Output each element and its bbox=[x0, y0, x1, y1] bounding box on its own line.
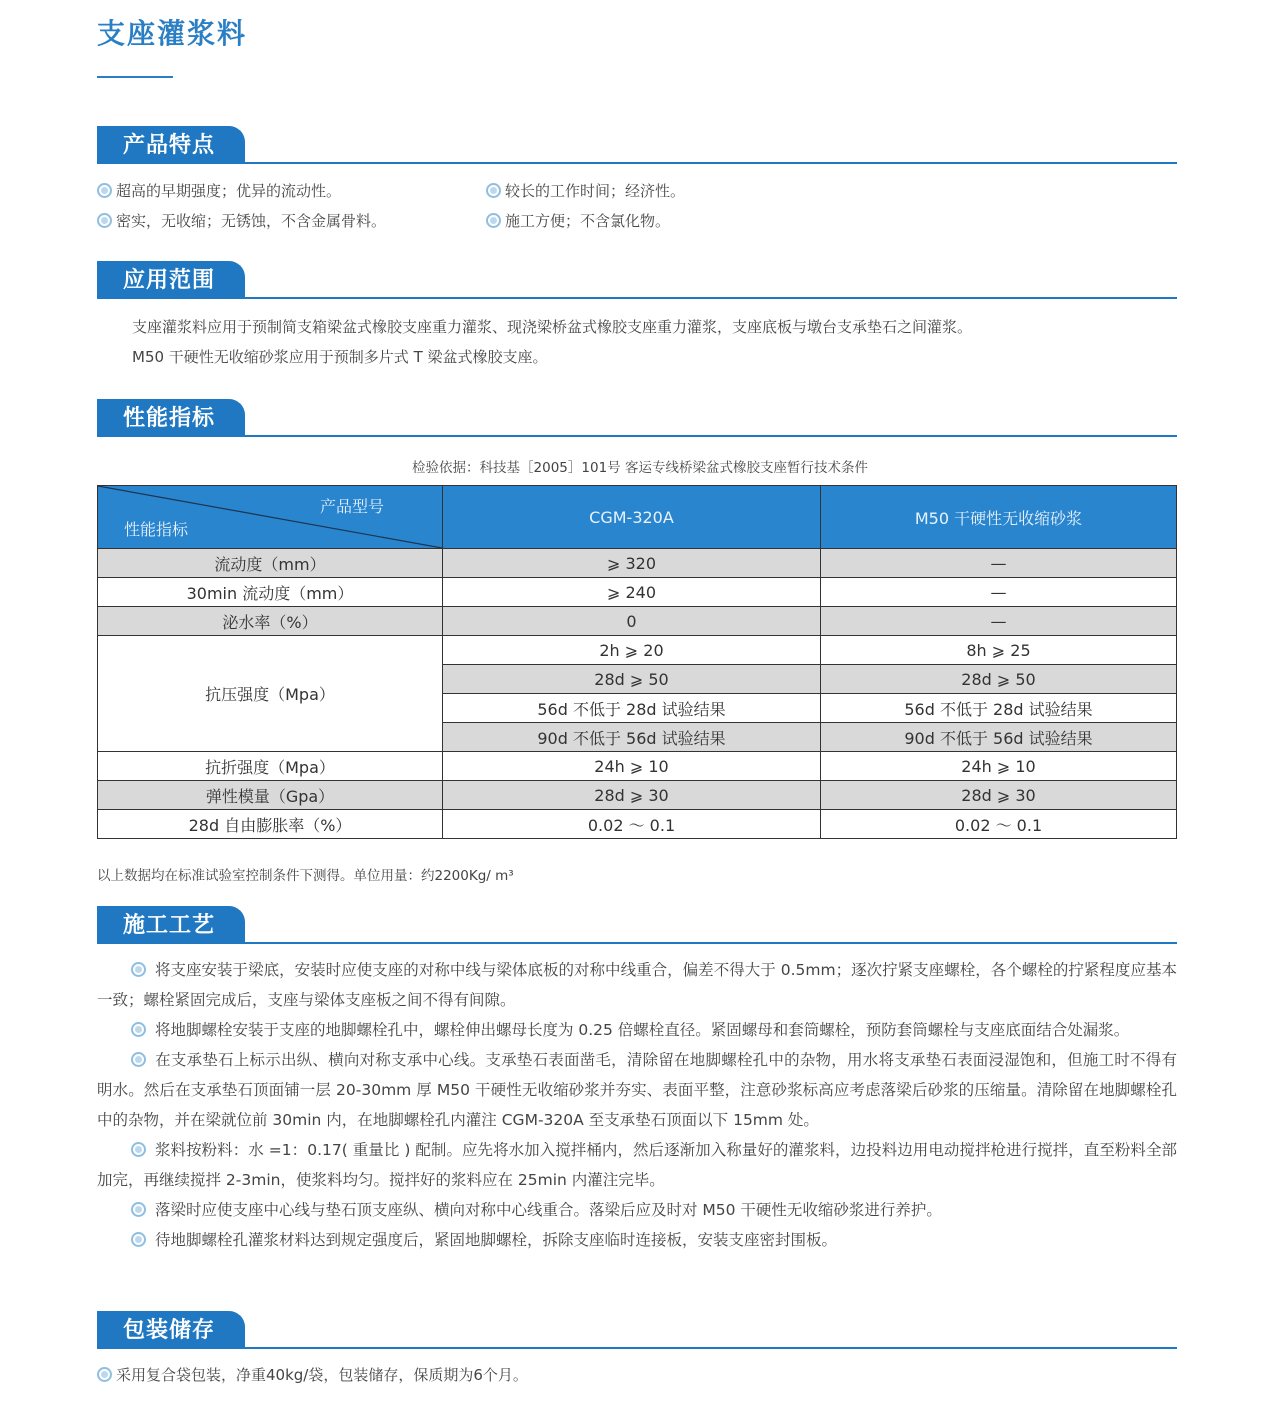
table-row bbox=[98, 781, 1177, 810]
feature-item bbox=[97, 180, 341, 201]
section-header-scope bbox=[97, 261, 1177, 301]
cell: 0.02 ～ 0.1 bbox=[821, 810, 1177, 839]
section-header-performance bbox=[97, 399, 1177, 439]
row-label: 弹性模量（Gpa） bbox=[98, 781, 443, 810]
table-row bbox=[98, 810, 1177, 839]
divider bbox=[97, 297, 1177, 299]
cell: — bbox=[821, 549, 1177, 578]
title-underline bbox=[97, 76, 173, 78]
table-row bbox=[98, 578, 1177, 607]
step-text: 将支座安装于梁底，安装时应使支座的对称中线与梁体底板的对称中线重合，偏差不得大于 0.5mm；逐次拧紧支座螺栓，各个螺栓的拧紧程度应基本一致；螺栓紧固完成后，支座与梁体支座板之间不得有间隙。 bbox=[97, 961, 1177, 1009]
bullet-icon bbox=[131, 962, 146, 977]
step-text: 在支承垫石上标示出纵、横向对称支承中心线。支承垫石表面凿毛，清除留在地脚螺栓孔中的杂物，用水将支承垫石表面浸湿饱和，但施工时不得有明水。然后在支承垫石顶面铺一层 20-30mm 厚 M50 干硬性无收缩砂浆并夯实、表面平整，注意砂浆标高应考虑落梁后砂浆的压缩量。清除留在地脚螺栓孔中的杂物，并在梁就位前 30min 内，在地脚螺栓孔内灌注 CGM-320A 至支承垫石顶面以下 15mm 处。 bbox=[97, 1051, 1177, 1129]
corner-bottom-label: 性能指标 bbox=[124, 520, 189, 539]
bullet-icon bbox=[131, 1232, 146, 1247]
cell: — bbox=[821, 607, 1177, 636]
cell: 56d 不低于 28d 试验结果 bbox=[443, 694, 821, 723]
row-label: 泌水率（%） bbox=[98, 607, 443, 636]
table-note: 以上数据均在标准试验室控制条件下测得。单位用量：约2200Kg/ m³ bbox=[97, 868, 514, 884]
feature-item bbox=[486, 180, 685, 201]
bullet-icon bbox=[97, 213, 112, 228]
performance-table bbox=[97, 485, 1177, 839]
packaging-text: 采用复合袋包装，净重40kg/袋，包装储存，保质期为6个月。 bbox=[116, 1366, 528, 1384]
scope-line: M50 干硬性无收缩砂浆应用于预制多片式 T 梁盆式橡胶支座。 bbox=[132, 348, 548, 366]
section-title: 应用范围 bbox=[97, 261, 245, 299]
cell: 28d ⩾ 50 bbox=[443, 665, 821, 694]
cell: 28d ⩾ 30 bbox=[443, 781, 821, 810]
row-label: 抗折强度（Mpa） bbox=[98, 752, 443, 781]
cell: 24h ⩾ 10 bbox=[443, 752, 821, 781]
cell: 24h ⩾ 10 bbox=[821, 752, 1177, 781]
cell: — bbox=[821, 578, 1177, 607]
feature-text: 较长的工作时间；经济性。 bbox=[505, 182, 686, 200]
bullet-icon bbox=[131, 1052, 146, 1067]
step-text: 将地脚螺栓安装于支座的地脚螺栓孔中，螺栓伸出螺母长度为 0.25 倍螺栓直径。紧固螺母和套筒螺栓，预防套筒螺栓与支座底面结合处漏浆。 bbox=[154, 1021, 1130, 1039]
feature-item bbox=[486, 210, 670, 231]
cell: 2h ⩾ 20 bbox=[443, 636, 821, 665]
section-header-features bbox=[97, 126, 1177, 166]
process-step bbox=[97, 1195, 1177, 1225]
cell: 0 bbox=[443, 607, 821, 636]
step-text: 落梁时应使支座中心线与垫石顶支座纵、横向对称中心线重合。落梁后应及时对 M50 干硬性无收缩砂浆进行养护。 bbox=[154, 1201, 942, 1219]
packaging-item bbox=[97, 1364, 528, 1385]
bullet-icon bbox=[131, 1202, 146, 1217]
bullet-icon bbox=[97, 1367, 112, 1382]
cell: ⩾ 240 bbox=[443, 578, 821, 607]
divider bbox=[97, 1347, 1177, 1349]
feature-text: 密实，无收缩；无锈蚀，不含金属骨料。 bbox=[116, 212, 387, 230]
section-title: 包装储存 bbox=[97, 1311, 245, 1349]
process-step bbox=[97, 1225, 1177, 1255]
divider bbox=[97, 942, 1177, 944]
cell: 90d 不低于 56d 试验结果 bbox=[821, 723, 1177, 752]
table-row bbox=[98, 752, 1177, 781]
cell: 8h ⩾ 25 bbox=[821, 636, 1177, 665]
row-label: 流动度（mm） bbox=[98, 549, 443, 578]
cell: ⩾ 320 bbox=[443, 549, 821, 578]
scope-line: 支座灌浆料应用于预制简支箱梁盆式橡胶支座重力灌浆、现浇梁桥盆式橡胶支座重力灌浆，支座底板与墩台支承垫石之间灌浆。 bbox=[132, 318, 973, 336]
cell: 28d ⩾ 50 bbox=[821, 665, 1177, 694]
divider bbox=[97, 162, 1177, 164]
process-step bbox=[97, 955, 1177, 1015]
bullet-icon bbox=[486, 213, 501, 228]
section-title: 产品特点 bbox=[97, 126, 245, 164]
test-basis: 检验依据：科技基［2005］101号 客运专线桥梁盆式橡胶支座暂行技术条件 bbox=[412, 460, 868, 476]
section-title: 施工工艺 bbox=[97, 906, 245, 944]
divider bbox=[97, 435, 1177, 437]
feature-text: 施工方便；不含氯化物。 bbox=[505, 212, 671, 230]
cell: 56d 不低于 28d 试验结果 bbox=[821, 694, 1177, 723]
cell: 0.02 ～ 0.1 bbox=[443, 810, 821, 839]
corner-top-label: 产品型号 bbox=[319, 497, 384, 516]
feature-item bbox=[97, 210, 386, 231]
process-step bbox=[97, 1045, 1177, 1135]
section-title: 性能指标 bbox=[97, 399, 245, 437]
bullet-icon bbox=[97, 183, 112, 198]
corner-header bbox=[98, 486, 443, 549]
cell: 28d ⩾ 30 bbox=[821, 781, 1177, 810]
page-title: 支座灌浆料 bbox=[97, 17, 248, 50]
process-step bbox=[97, 1015, 1177, 1045]
step-text: 浆料按粉料：水 =1：0.17( 重量比 ) 配制。应先将水加入搅拌桶内，然后逐渐加入称量好的灌浆料，边投料边用电动搅拌枪进行搅拌，直至粉料全部加完，再继续搅拌 2-3min，使浆料均匀。搅拌好的浆料应在 25min 内灌注完毕。 bbox=[97, 1141, 1177, 1189]
bullet-icon bbox=[486, 183, 501, 198]
table-header-row bbox=[98, 486, 1177, 549]
row-label: 抗压强度（Mpa） bbox=[98, 636, 443, 752]
table-row bbox=[98, 636, 1177, 665]
bullet-icon bbox=[131, 1022, 146, 1037]
col-header: M50 干硬性无收缩砂浆 bbox=[821, 486, 1177, 549]
row-label: 28d 自由膨胀率（%） bbox=[98, 810, 443, 839]
feature-text: 超高的早期强度；优异的流动性。 bbox=[116, 182, 342, 200]
step-text: 待地脚螺栓孔灌浆材料达到规定强度后，紧固地脚螺栓，拆除支座临时连接板，安装支座密封围板。 bbox=[154, 1231, 837, 1249]
cell: 90d 不低于 56d 试验结果 bbox=[443, 723, 821, 752]
process-step bbox=[97, 1135, 1177, 1195]
bullet-icon bbox=[131, 1142, 146, 1157]
process-steps bbox=[97, 955, 1177, 1255]
section-header-process bbox=[97, 906, 1177, 946]
col-header: CGM-320A bbox=[443, 486, 821, 549]
table-row bbox=[98, 549, 1177, 578]
row-label: 30min 流动度（mm） bbox=[98, 578, 443, 607]
section-header-packaging bbox=[97, 1311, 1177, 1351]
table-row bbox=[98, 607, 1177, 636]
